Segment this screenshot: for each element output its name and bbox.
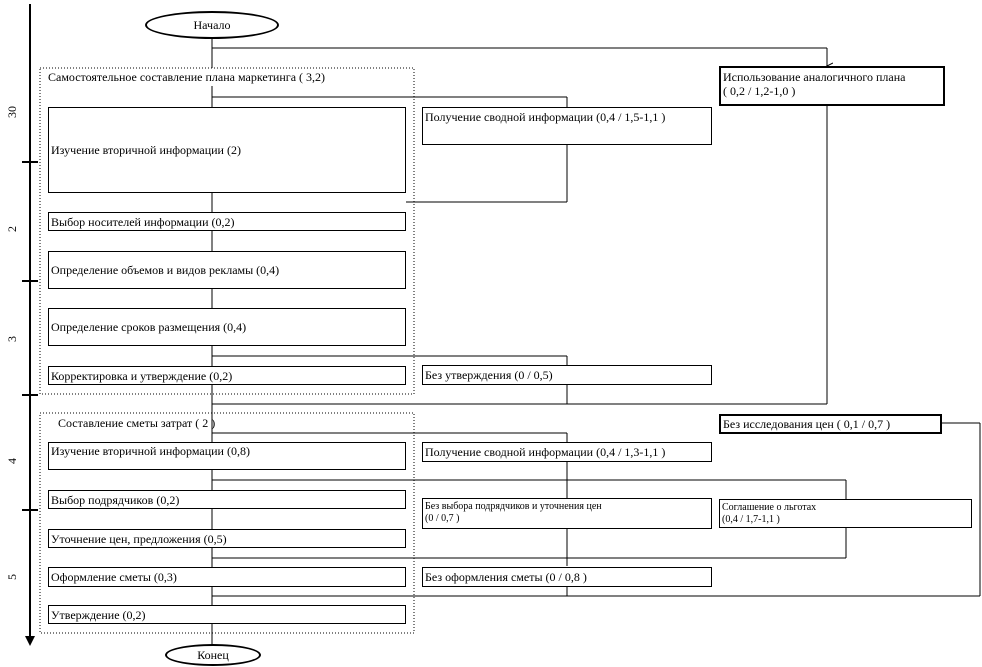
alt-no-contractors [422,498,712,529]
step2-secondary-info: Изучение вторичной информации (0,8) [48,442,406,470]
time-label-1: 30 [5,106,19,118]
start-node: Начало [145,11,279,39]
alt-no-contractors-line2: (0 / 0,7 ) [425,513,460,524]
alt-analog-plan [719,66,945,106]
step2-contractors: Выбор подрядчиков (0,2) [48,490,406,509]
alt-no-estimate: Без оформления сметы (0 / 0,8 ) [422,567,712,587]
step2-estimate: Оформление сметы (0,3) [48,567,406,587]
step-secondary-info: Изучение вторичной информации (2) [48,107,406,193]
alt-summary-info-1: Получение сводной информации (0,4 / 1,5-1,1 ) [422,107,712,145]
time-label-3: 3 [5,336,19,342]
alt-benefits-agreement [719,499,972,528]
step-media-choice: Выбор носителей информации (0,2) [48,212,406,231]
end-node: Конец [165,644,261,666]
time-axis-arrow [25,636,35,646]
step-correction-approval: Корректировка и утверждение (0,2) [48,366,406,385]
time-label-4: 4 [5,458,19,464]
alt-benefits-line1: Соглашение о льготах [722,502,817,513]
group2-title: Составление сметы затрат ( 2 ) [58,416,216,430]
step-placement-terms: Определение сроков размещения (0,4) [48,308,406,346]
alt-analog-plan-line2: ( 0,2 / 1,2-1,0 ) [723,84,796,98]
alt-no-price-research: Без исследования цен ( 0,1 / 0,7 ) [719,414,942,434]
step2-approval: Утверждение (0,2) [48,605,406,624]
time-label-5: 5 [5,574,19,580]
alt-no-contractors-line1: Без выбора подрядчиков и уточнения цен [425,501,602,512]
alt-no-approval: Без утверждения (0 / 0,5) [422,365,712,385]
step-ad-volume: Определение объемов и видов рекламы (0,4) [48,251,406,289]
alt-analog-plan-line1: Использование аналогичного плана [723,70,906,84]
step2-price-clarify: Уточнение цен, предложения (0,5) [48,529,406,548]
alt-summary-info-2: Получение сводной информации (0,4 / 1,3-1,1 ) [422,442,712,462]
time-label-2: 2 [5,226,19,232]
alt-benefits-line2: (0,4 / 1,7-1,1 ) [722,514,780,525]
group1-title: Самостоятельное составление плана маркетинга ( 3,2) [48,70,326,84]
